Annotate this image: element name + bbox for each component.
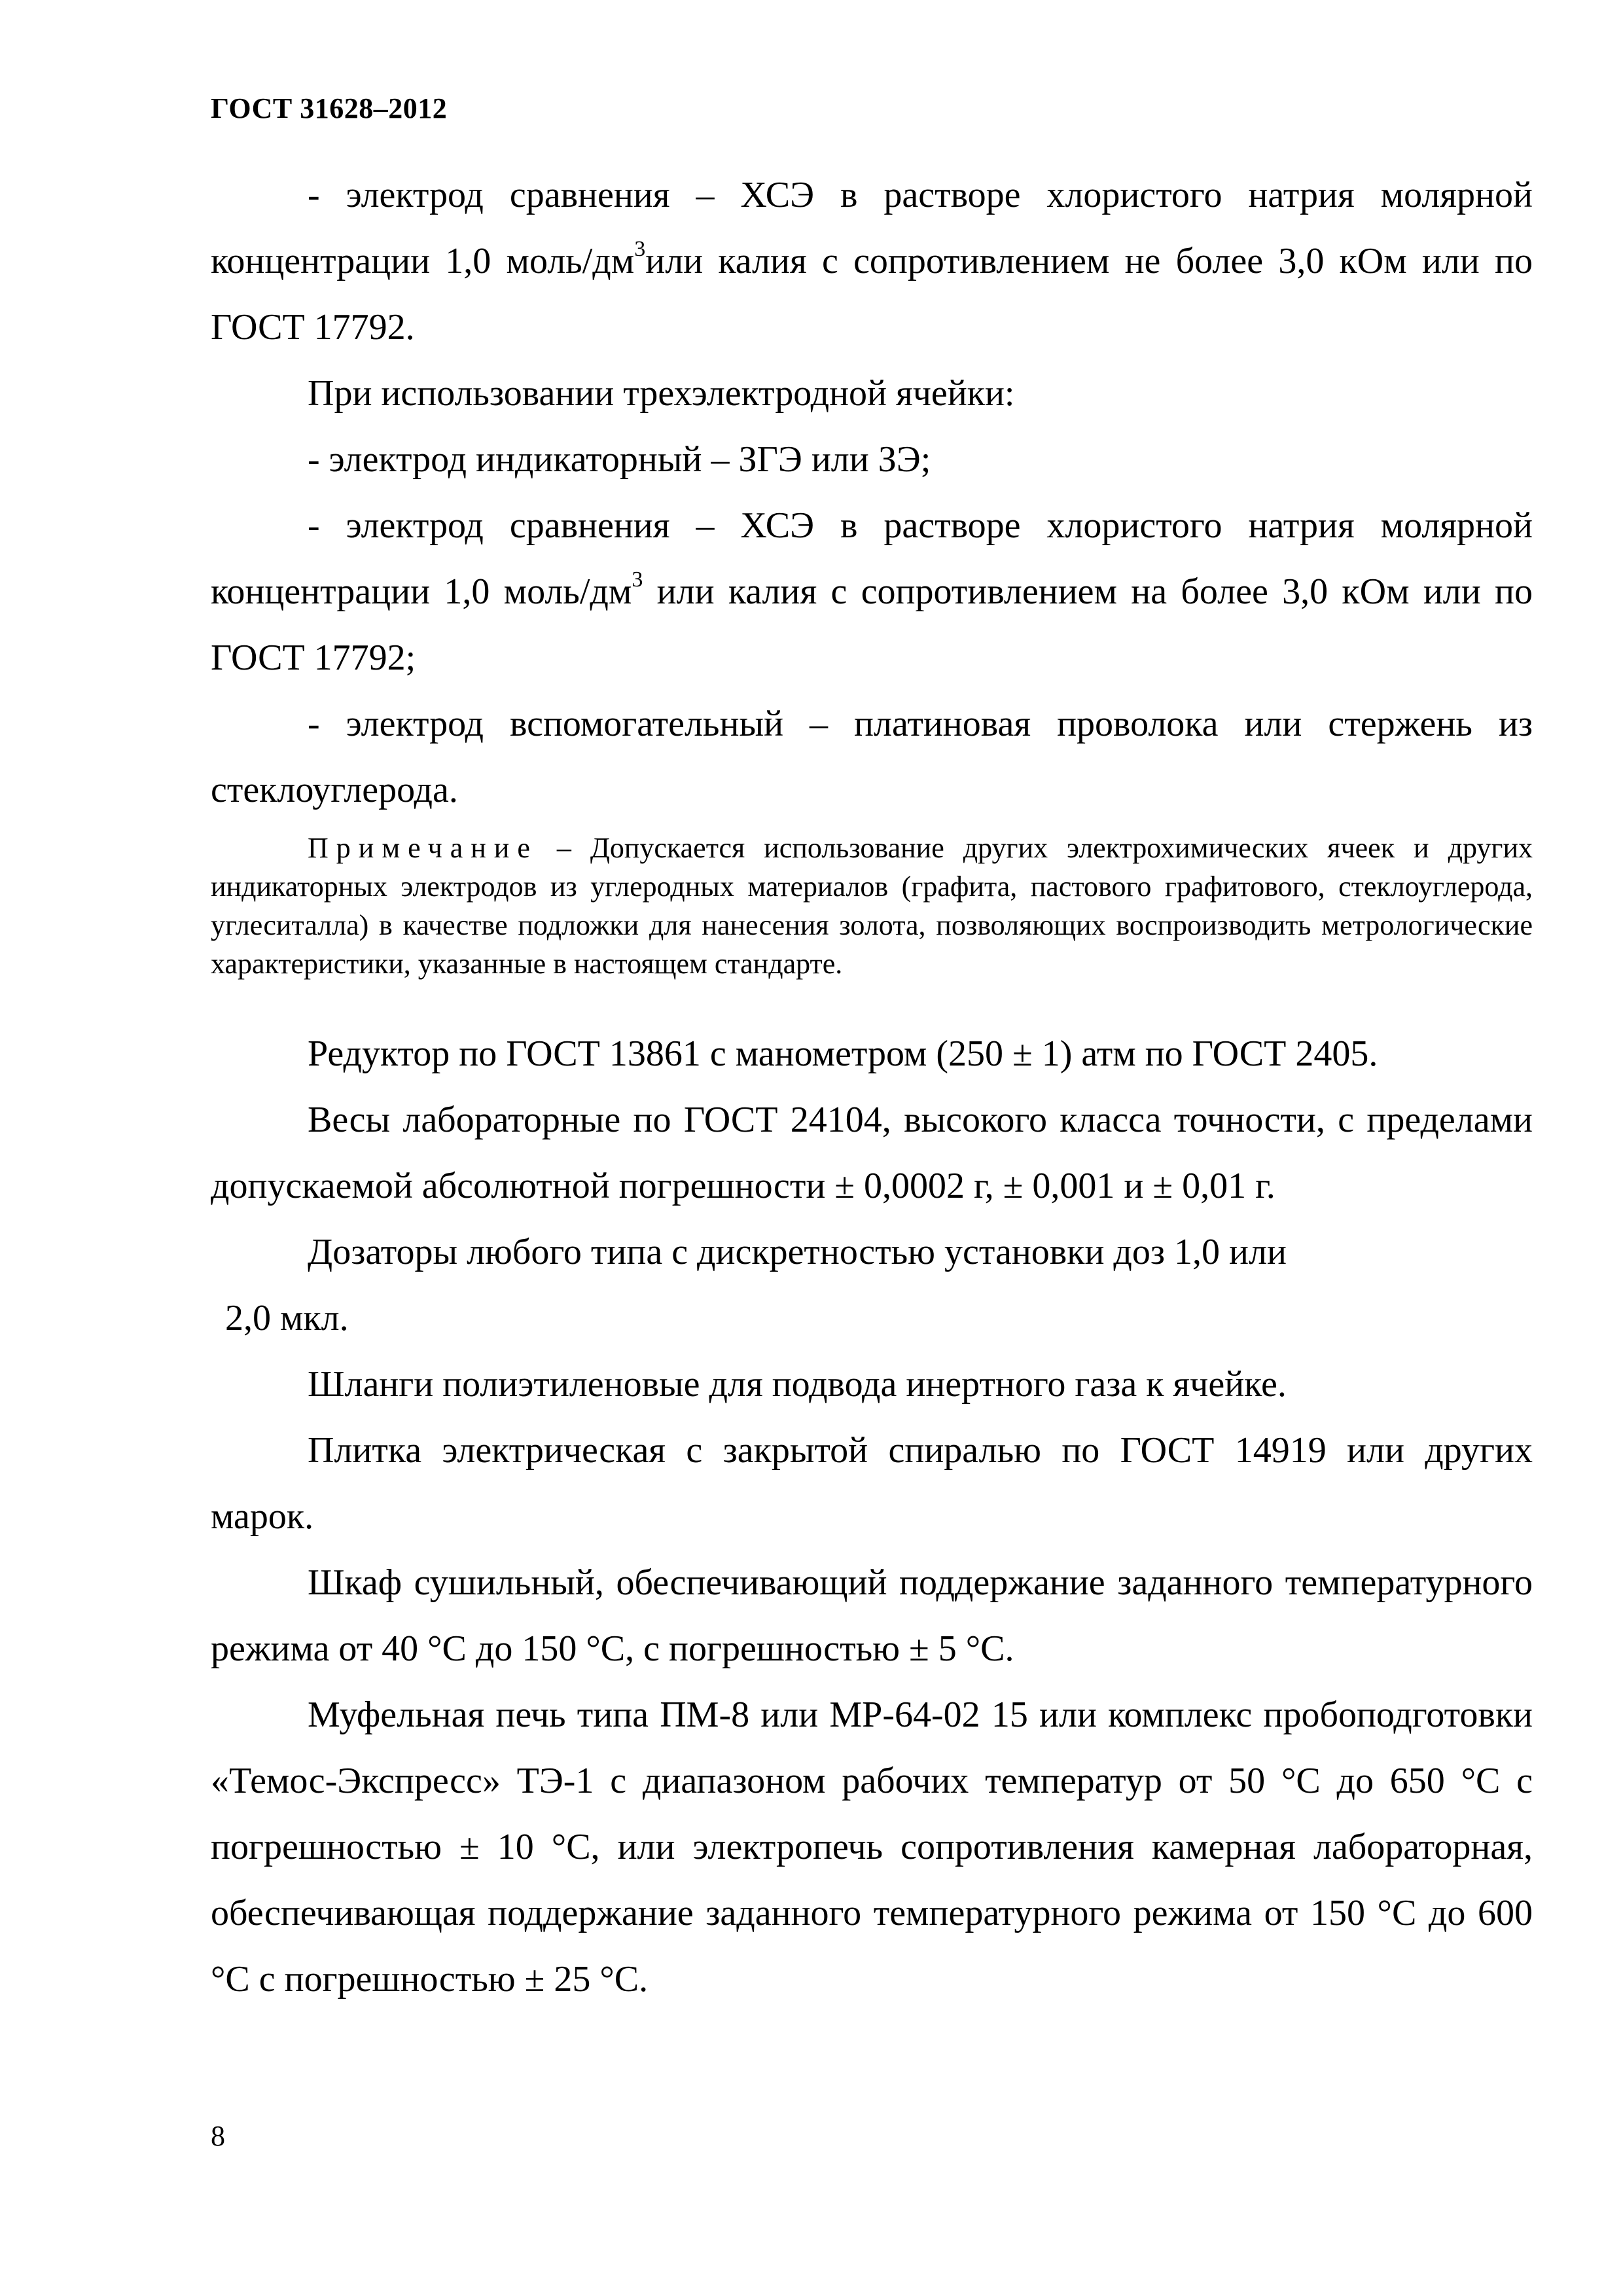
superscript: 3 bbox=[632, 567, 643, 592]
note-block bbox=[211, 829, 1533, 983]
document-body bbox=[211, 162, 1533, 2013]
paragraph-text: или калия с сопротивлением на более 3,0 кОм или по ГОСТ 17792; bbox=[211, 571, 1533, 678]
note-label: Примечание bbox=[308, 832, 538, 864]
page-number: 8 bbox=[211, 2120, 225, 2152]
paragraph-hoses: Шланги полиэтиленовые для подвода инертного газа к ячейке. bbox=[308, 1364, 1287, 1405]
paragraph-text: - электрод сравнения – ХСЭ в растворе хлористого натрия молярной концентрации 1,0 моль/дм bbox=[211, 175, 1533, 281]
note-text: – Допускается использование других электрохимических ячеек и других индикаторных электродов из углеродных материалов (графита, пастового графитового, стеклоуглерода, углеситалла) в качестве подложки для нанесения золота, позволяющих воспроизводить метрологические характеристики, указанные в настоящем стандарте. bbox=[211, 832, 1533, 980]
paragraph-auxiliary-electrode: - электрод вспомогательный – платиновая проволока или стержень из стеклоуглерода. bbox=[211, 704, 1533, 810]
paragraph-muffle-furnace: Муфельная печь типа ПМ-8 или МР-64-02 15 или комплекс пробоподготовки «Темос-Экспресс» ТЭ-1 с диапазоном рабочих температур от 50 °С до 650 °С с погрешностью ± 10 °С, или электропечь сопротивления камерная лабораторная, обеспечивающая поддержание заданного температурного режима от 150 °С до 600 °С с погрешностью ± 25 °С. bbox=[211, 1695, 1533, 2000]
paragraph-reducer: Редуктор по ГОСТ 13861 с манометром (250 ± 1) атм по ГОСТ 2405. bbox=[308, 1033, 1378, 1074]
paragraph-three-electrode-cell: При использовании трехэлектродной ячейки: bbox=[308, 373, 1015, 414]
superscript: 3 bbox=[634, 237, 646, 261]
paragraph-text: - электрод сравнения – ХСЭ в растворе хлористого натрия молярной концентрации 1,0 моль/дм bbox=[211, 505, 1533, 612]
paragraph-drying-oven: Шкаф сушильный, обеспечивающий поддержание заданного температурного режима от 40 °С до 150 °С, с погрешностью ± 5 °С. bbox=[211, 1562, 1533, 1669]
paragraph-dispensers bbox=[211, 1219, 1533, 1285]
paragraph-indicator-electrode: - электрод индикаторный – ЗГЭ или ЗЭ; bbox=[308, 439, 931, 480]
paragraph-text: или калия с сопротивлением не более 3,0 кОм или по ГОСТ 17792. bbox=[211, 241, 1533, 348]
standard-header: ГОСТ 31628–2012 bbox=[211, 92, 448, 124]
paragraph-dispensers-continued: 2,0 мкл. bbox=[225, 1298, 349, 1338]
paragraph-reference-electrode-1 bbox=[211, 162, 1533, 361]
paragraph-text: Дозаторы любого типа с дискретностью установки доз 1,0 или bbox=[308, 1232, 1287, 1272]
paragraph-reference-electrode-2 bbox=[211, 493, 1533, 691]
paragraph-hotplate: Плитка электрическая с закрытой спиралью по ГОСТ 14919 или других марок. bbox=[211, 1430, 1533, 1537]
paragraph-scales: Весы лабораторные по ГОСТ 24104, высокого класса точности, с пределами допускаемой абсолютной погрешности ± 0,0002 г, ± 0,001 и ± 0,01 г. bbox=[211, 1100, 1533, 1206]
